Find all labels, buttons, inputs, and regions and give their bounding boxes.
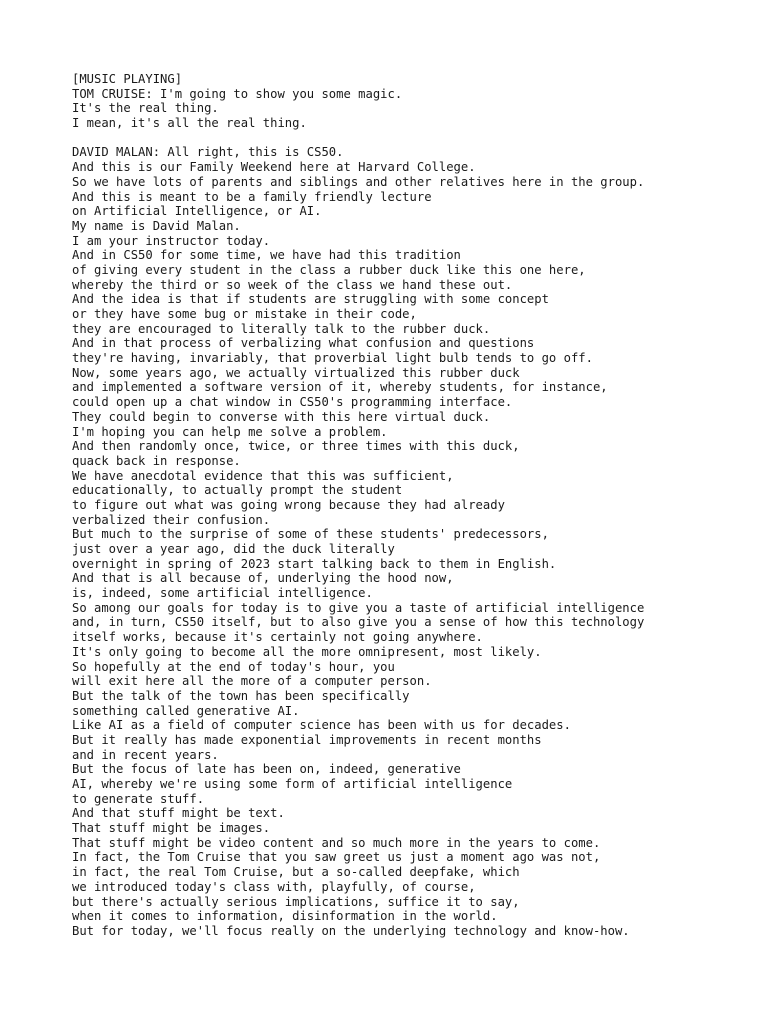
transcript-line: when it comes to information, disinformation in the world. — [72, 909, 498, 924]
transcript-line: whereby the third or so week of the class we hand these out. — [72, 277, 513, 292]
blank-line — [72, 131, 712, 146]
transcript-line: It's the real thing. — [72, 101, 219, 116]
transcript-line: could open up a chat window in CS50's programming interface. — [72, 395, 513, 410]
transcript-line: But much to the surprise of some of these students' predecessors, — [72, 527, 549, 542]
transcript-line: I am your instructor today. — [72, 233, 271, 248]
transcript-line: we introduced today's class with, playfully, of course, — [72, 879, 476, 894]
transcript-line: And in that process of verbalizing what confusion and questions — [72, 336, 535, 351]
transcript-line: and, in turn, CS50 itself, but to also give you a sense of how this technology — [72, 615, 645, 630]
transcript-line: quack back in response. — [72, 453, 241, 468]
transcript-line: But the focus of late has been on, indeed, generative — [72, 762, 461, 777]
transcript-line: In fact, the Tom Cruise that you saw greet us just a moment ago was not, — [72, 850, 601, 865]
transcript-line: And that stuff might be text. — [72, 806, 285, 821]
transcript-line: And the idea is that if students are struggling with some concept — [72, 292, 549, 307]
transcript-line: They could begin to converse with this here virtual duck. — [72, 409, 491, 424]
transcript-line: But it really has made exponential improvements in recent months — [72, 732, 542, 747]
transcript-line: And this is our Family Weekend here at Harvard College. — [72, 160, 476, 175]
transcript-line: My name is David Malan. — [72, 218, 241, 233]
transcript-line: And this is meant to be a family friendly lecture — [72, 189, 432, 204]
transcript-line: And in CS50 for some time, we have had this tradition — [72, 248, 461, 263]
transcript-line: Now, some years ago, we actually virtualized this rubber duck — [72, 365, 520, 380]
transcript-line: just over a year ago, did the duck literally — [72, 542, 395, 556]
transcript-line: And then randomly once, twice, or three times with this duck, — [72, 439, 520, 454]
transcript-line: but there's actually serious implications, suffice it to say, — [72, 894, 520, 909]
transcript-line: So we have lots of parents and siblings and other relatives here in the group. — [72, 174, 645, 189]
transcript-line: And that is all because of, underlying the hood now, — [72, 571, 454, 586]
transcript-line: DAVID MALAN: All right, this is CS50. — [72, 145, 344, 160]
transcript-line: AI, whereby we're using some form of artificial intelligence — [72, 777, 513, 791]
transcript-line: something called generative AI. — [72, 703, 300, 718]
transcript-line: [MUSIC PLAYING] — [72, 72, 183, 86]
transcript-line: I'm hoping you can help me solve a problem. — [72, 424, 388, 439]
transcript-line: and in recent years. — [72, 747, 219, 762]
transcript-line: itself works, because it's certainly not going anywhere. — [72, 630, 483, 645]
transcript-line: will exit here all the more of a computer person. — [72, 674, 432, 689]
transcript-line: to generate stuff. — [72, 791, 205, 806]
transcript-line: TOM CRUISE: I'm going to show you some magic. — [72, 86, 403, 101]
transcript-line: on Artificial Intelligence, or AI. — [72, 204, 322, 219]
transcript-page — [72, 72, 712, 939]
transcript-line: We have anecdotal evidence that this was sufficient, — [72, 468, 454, 483]
transcript-line: It's only going to become all the more omnipresent, most likely. — [72, 644, 542, 659]
transcript-line: That stuff might be video content and so much more in the years to come. — [72, 835, 601, 850]
transcript-line: they're having, invariably, that proverbial light bulb tends to go off. — [72, 351, 593, 366]
transcript-line: is, indeed, some artificial intelligence. — [72, 586, 373, 601]
transcript-line: So among our goals for today is to give you a taste of artificial intelligence — [72, 600, 645, 615]
transcript-line: I mean, it's all the real thing. — [72, 116, 307, 131]
transcript-line: overnight in spring of 2023 start talking back to them in English. — [72, 556, 557, 571]
transcript-line: But for today, we'll focus really on the underlying technology and know-how. — [72, 923, 630, 938]
transcript-line: Like AI as a field of computer science has been with us for decades. — [72, 718, 571, 733]
transcript-line: to figure out what was going wrong because they had already — [72, 497, 505, 512]
transcript-line: or they have some bug or mistake in their code, — [72, 307, 417, 321]
transcript-line: in fact, the real Tom Cruise, but a so-called deepfake, which — [72, 865, 520, 880]
transcript-line: educationally, to actually prompt the student — [72, 483, 403, 498]
transcript-line: So hopefully at the end of today's hour, you — [72, 659, 395, 674]
transcript-line: That stuff might be images. — [72, 821, 271, 836]
transcript-line: they are encouraged to literally talk to the rubber duck. — [72, 321, 491, 336]
transcript-line: and implemented a software version of it, whereby students, for instance, — [72, 380, 608, 395]
transcript-line: of giving every student in the class a rubber duck like this one here, — [72, 262, 586, 277]
transcript-line: But the talk of the town has been specifically — [72, 688, 410, 703]
transcript-line: verbalized their confusion. — [72, 512, 271, 527]
